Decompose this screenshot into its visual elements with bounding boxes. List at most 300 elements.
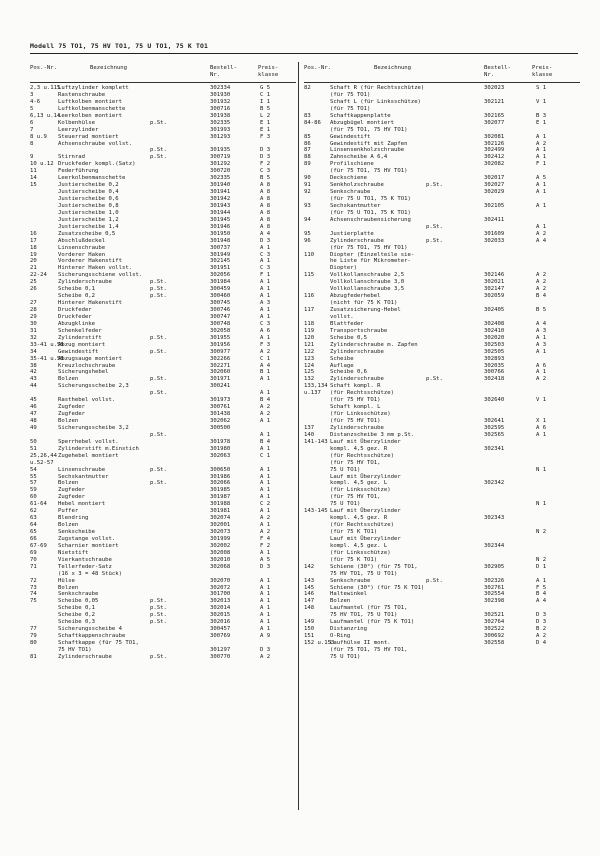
table-row: [30, 474, 296, 481]
row-price-class: B 4: [260, 438, 271, 445]
row-name: Scheibe 0,6: [330, 369, 368, 376]
table-row: [304, 640, 580, 647]
row-name: 75 HV TO1, 75 U TO1): [330, 570, 398, 577]
row-name: (für 75 U TO1, 75 K TO1): [330, 196, 411, 202]
row-pos: 63: [30, 515, 37, 522]
row-order-nr: 302023: [484, 85, 505, 91]
row-name: Federführung: [58, 168, 99, 175]
row-name: Senkholzschraube: [330, 182, 384, 189]
table-row: [30, 120, 296, 127]
row-price-class: A 2: [536, 286, 547, 293]
row-order-nr: 302008: [210, 549, 231, 556]
row-order-nr: 301945: [210, 216, 231, 223]
row-suffix: p.St.: [426, 577, 443, 584]
row-pos: 65: [30, 529, 37, 535]
row-order-nr: 302126: [484, 140, 505, 147]
table-header: [30, 65, 296, 82]
row-name: (für Linksschütze): [330, 487, 391, 494]
row-order-nr: 302641: [484, 418, 505, 424]
table-row: [304, 487, 580, 494]
row-price-class: B 1: [260, 369, 271, 376]
row-order-nr: 301956: [210, 341, 231, 348]
row-price-class: A 1: [536, 348, 547, 355]
table-row: [304, 383, 580, 390]
table-row: [30, 557, 296, 564]
row-name: 75 U TO1): [330, 501, 361, 508]
row-price-class: A 1: [260, 445, 271, 452]
table-row: [304, 224, 580, 231]
row-price-class: D 3: [260, 563, 271, 570]
row-name: Abzugklinke: [58, 320, 96, 327]
row-price-class: G 5: [260, 85, 271, 91]
row-pos: 121: [304, 341, 315, 348]
row-price-class: A 1: [260, 619, 271, 626]
row-order-nr: 300745: [210, 300, 231, 307]
row-name: Scheibe: [330, 355, 354, 362]
row-name: Bolzen: [58, 480, 79, 487]
row-price-class: D 3: [536, 612, 547, 619]
row-name: Zusatzsicherung-Hebel: [330, 307, 401, 313]
table-row: [30, 376, 296, 383]
row-order-nr: 302062: [210, 418, 231, 424]
row-name: Gewindestift: [58, 348, 99, 355]
row-name: Justierscheibe 0,4: [58, 189, 119, 196]
row-order-nr: 302326: [484, 577, 505, 584]
row-price-class: A 4: [260, 230, 271, 237]
row-price-class: C 3: [260, 251, 271, 258]
row-order-nr: 302418: [484, 376, 505, 383]
row-order-nr: 302499: [484, 147, 505, 154]
row-name: Zylinderschraube: [58, 279, 112, 286]
table-row: [304, 265, 580, 272]
table-row: [304, 612, 580, 619]
row-name: (16 x 3 = 48 Stück): [58, 570, 122, 577]
table-row: [30, 85, 296, 92]
row-pos: 123: [304, 355, 315, 362]
row-pos: 137: [304, 424, 315, 431]
row-name: Vorderer Haken: [58, 251, 106, 258]
table-row: [304, 85, 580, 92]
row-pos: 28: [30, 307, 37, 313]
row-name: Scheibe 0,2: [58, 612, 96, 619]
row-name: Bolzen: [58, 522, 79, 529]
table-row: [304, 460, 580, 467]
table-row: [304, 411, 580, 418]
row-price-class: A 1: [260, 390, 271, 397]
table-row: [30, 529, 296, 536]
row-price-class: A 3: [536, 341, 547, 348]
row-name: Lauf mit Überzylinder: [330, 535, 401, 542]
row-order-nr: 302002: [210, 542, 231, 549]
row-price-class: A 1: [536, 147, 547, 154]
row-order-nr: 302105: [484, 202, 505, 209]
row-name: Zylinderschraube: [58, 653, 112, 660]
row-order-nr: 301973: [210, 397, 231, 404]
row-suffix: p.St.: [150, 279, 167, 286]
row-order-nr: 301993: [210, 126, 231, 133]
row-name: Rasthebel vollst.: [58, 397, 116, 404]
row-order-nr: 302001: [210, 522, 231, 529]
row-pos: 6,13 u.14: [30, 112, 61, 119]
row-name: Schaft kompl. L: [330, 404, 381, 411]
row-name: Stirnrad: [58, 154, 85, 161]
row-order-nr: 301700: [210, 591, 231, 598]
row-order-nr: 302081: [484, 133, 505, 140]
row-order-nr: 302033: [484, 237, 505, 244]
row-name: Sicherungsscheibe 3,2: [58, 424, 129, 431]
row-price-class: C 2: [260, 501, 271, 508]
row-suffix: p.St.: [150, 612, 167, 619]
row-order-nr: 301932: [210, 98, 231, 105]
row-name: Profilschiene: [330, 161, 374, 168]
row-price-class: A 1: [260, 584, 271, 591]
row-order-nr: 301609: [484, 230, 505, 237]
table-row: [30, 411, 296, 418]
row-pos: 21: [30, 265, 37, 272]
row-pos: 34: [30, 348, 37, 355]
row-order-nr: 302893: [484, 355, 505, 362]
row-name: Schaft kompl. R: [330, 383, 381, 390]
row-pos: 87: [304, 147, 311, 154]
row-pos: 71: [30, 563, 37, 570]
row-name: Zylinderschraube m. Zapfen: [330, 341, 418, 348]
row-order-nr: 301946: [210, 223, 231, 230]
row-pos: 10 u.12: [30, 161, 54, 168]
table-row: [304, 335, 580, 342]
row-name: Schaftkappe (für 75 TO1,: [58, 640, 139, 646]
row-name: Blendring: [58, 515, 89, 522]
header-rule: [30, 82, 296, 83]
row-pos: 151: [304, 633, 315, 640]
row-name: Justierscheibe 0,6: [58, 196, 119, 202]
row-price-class: B 4: [536, 293, 547, 300]
row-name: Auflage: [330, 362, 354, 369]
row-price-class: A 8: [260, 202, 271, 209]
row-pos: 2,3 u.115: [30, 85, 61, 91]
row-order-nr: 302014: [210, 605, 231, 612]
row-order-nr: 302063: [210, 452, 231, 459]
table-row: [30, 238, 296, 245]
row-price-class: D 3: [260, 646, 271, 653]
table-row: [30, 245, 296, 252]
table-row: [30, 418, 296, 425]
row-name: (für 75 TO1, 75 HV TO1): [330, 126, 408, 133]
row-order-nr: 301955: [210, 334, 231, 341]
row-order-nr: 300716: [210, 105, 231, 112]
table-row: [304, 480, 580, 487]
row-name: Scheibe 0,2: [58, 293, 96, 300]
row-price-class: A 5: [536, 175, 547, 182]
row-pos: 118: [304, 320, 315, 327]
row-order-nr: 302412: [484, 154, 505, 161]
table-row: [304, 467, 580, 474]
table-row: [304, 397, 580, 404]
table-row: [30, 300, 296, 307]
row-price-class: A 3: [536, 327, 547, 334]
row-pos: 70: [30, 556, 37, 563]
table-row: [304, 314, 580, 321]
row-order-nr: 302070: [210, 577, 231, 584]
table-row: [304, 564, 580, 571]
row-price-class: B 5: [260, 105, 271, 112]
row-suffix: p.St.: [426, 376, 443, 383]
row-name: (für Rechtsschütze): [330, 452, 394, 459]
row-order-nr: 302021: [484, 279, 505, 286]
row-name: O-Ring: [330, 633, 351, 640]
row-order-nr: 301943: [210, 202, 231, 209]
row-price-class: E 1: [260, 126, 271, 133]
row-name: (für 75 TO1, 75 HV TO1,: [330, 646, 408, 653]
table-row: [30, 369, 296, 376]
row-order-nr: 302522: [484, 626, 505, 633]
row-price-class: C 3: [260, 168, 271, 175]
row-pos: 74: [30, 591, 37, 598]
row-name: Luftkolben montiert: [58, 98, 122, 105]
row-price-class: A 2: [536, 230, 547, 237]
row-order-nr: 302343: [484, 515, 505, 522]
row-name: Lauf mit Überzylinder: [330, 438, 401, 445]
row-pos: 148: [304, 605, 315, 612]
row-price-class: F 4: [260, 535, 271, 542]
row-name: Bolzen: [58, 376, 79, 383]
row-pos: 116: [304, 293, 315, 300]
row-order-nr: 302077: [484, 119, 505, 126]
row-price-class: D 3: [260, 154, 271, 161]
row-name: (nicht für 75 K TO1): [330, 300, 398, 307]
row-pos: 133,134: [304, 383, 328, 390]
row-pos: 4-6: [30, 98, 41, 105]
row-order-nr: 301984: [210, 279, 231, 286]
row-price-class: A 1: [260, 293, 271, 300]
row-order-nr: 301971: [210, 376, 231, 383]
row-suffix: p.St.: [150, 390, 167, 397]
table-body: [304, 85, 580, 661]
row-name: Scheibe 0,1: [58, 286, 96, 293]
row-pos: 49: [30, 424, 37, 431]
row-price-class: A 1: [260, 473, 271, 480]
row-order-nr: 300500: [210, 424, 231, 431]
row-order-nr: 300746: [210, 307, 231, 313]
table-row: [30, 210, 296, 217]
row-price-class: V 1: [536, 98, 547, 105]
table-row: [30, 460, 296, 467]
row-order-nr: 301988: [210, 501, 231, 508]
row-name: Haltewinkel: [330, 591, 368, 598]
table-row: [304, 127, 580, 134]
row-name: Abzugfederhebel: [330, 293, 381, 300]
row-order-nr: 300747: [210, 313, 231, 320]
row-name: Justierscheibe 1,4: [58, 223, 119, 230]
row-order-nr: 300737: [210, 244, 231, 251]
table-row: [30, 141, 296, 148]
table-row: [304, 258, 580, 265]
row-order-nr: 302027: [484, 182, 505, 189]
table-row: [304, 432, 580, 439]
row-pos: 147: [304, 598, 315, 605]
row-order-nr: 302017: [484, 175, 505, 182]
row-price-class: A 1: [260, 612, 271, 619]
row-name: (für 75 TO1, 75 HV TO1): [330, 244, 408, 251]
row-suffix: p.St.: [150, 348, 167, 355]
row-suffix: p.St.: [150, 605, 167, 612]
row-pos: 96: [304, 237, 311, 244]
table-row: [30, 265, 296, 272]
table-row: [30, 633, 296, 640]
row-name: Abzug montiert: [58, 341, 106, 348]
row-order-nr: 300457: [210, 626, 231, 633]
table-row: [304, 175, 580, 182]
row-price-class: A 1: [260, 334, 271, 341]
row-name: Bolzen: [58, 584, 79, 591]
table-row: [30, 279, 296, 286]
row-order-nr: 300766: [484, 369, 505, 376]
row-price-class: F 1: [536, 161, 547, 168]
row-order-nr: 302764: [484, 619, 505, 626]
row-price-class: A 8: [260, 189, 271, 196]
row-price-class: A 2: [536, 279, 547, 286]
row-pos: u.52-57: [30, 459, 54, 466]
table-row: [304, 342, 580, 349]
row-price-class: A 6: [260, 327, 271, 334]
row-price-class: A 4: [536, 320, 547, 327]
table-row: [30, 439, 296, 446]
row-pos: 73: [30, 584, 37, 591]
row-name: (für 75 K TO1): [330, 529, 378, 535]
row-order-nr: 302035: [484, 362, 505, 369]
row-pos: 82: [304, 85, 311, 91]
row-pos: 72: [30, 577, 37, 584]
row-order-nr: 301978: [210, 438, 231, 445]
row-suffix: p.St.: [426, 237, 443, 244]
row-price-class: C 3: [260, 320, 271, 327]
row-order-nr: 302565: [484, 431, 505, 438]
row-price-class: A 1: [536, 223, 547, 230]
row-pos: 42: [30, 369, 37, 376]
table-row: [30, 272, 296, 279]
row-order-nr: 301951: [210, 265, 231, 272]
table-row: [304, 189, 580, 196]
row-order-nr: 301944: [210, 209, 231, 216]
table-row: [304, 328, 580, 335]
row-price-class: A 4: [536, 237, 547, 244]
row-price-class: A 1: [260, 376, 271, 383]
row-name: Distanzring: [330, 626, 368, 633]
row-order-nr: 301950: [210, 230, 231, 237]
table-row: [30, 605, 296, 612]
table-row: [30, 585, 296, 592]
table-row: [30, 591, 296, 598]
row-name: kompl. 4,5 gez. R: [330, 445, 388, 452]
table-row: [30, 501, 296, 508]
row-price-class: F 2: [260, 161, 271, 168]
table-row: [304, 619, 580, 626]
table-row: [30, 127, 296, 134]
row-pos: 31: [30, 327, 37, 334]
row-order-nr: 301293: [210, 133, 231, 140]
table-row: [304, 369, 580, 376]
row-price-class: D 3: [260, 237, 271, 244]
table-row: [304, 293, 580, 300]
row-name: (für 75 HV TO1,: [330, 459, 381, 466]
table-row: [30, 487, 296, 494]
row-pos: 143: [304, 577, 315, 584]
row-price-class: A 8: [260, 209, 271, 216]
row-order-nr: 302411: [484, 216, 505, 223]
row-price-class: N 1: [536, 466, 547, 473]
row-price-class: A 1: [536, 182, 547, 189]
row-price-class: L 2: [260, 112, 271, 119]
row-order-nr: 302595: [484, 424, 505, 431]
table-row: [304, 252, 580, 259]
row-price-class: A 1: [260, 522, 271, 529]
row-name: Blattfeder: [330, 320, 364, 327]
row-price-class: A 1: [260, 286, 271, 293]
row-price-class: A 1: [536, 133, 547, 140]
row-price-class: F 2: [260, 542, 271, 549]
row-pos: 122: [304, 348, 315, 355]
table-row: [304, 654, 580, 661]
table-row: [30, 252, 296, 259]
row-pos: 6: [30, 119, 34, 126]
row-pos: 8 u.9: [30, 133, 47, 140]
row-order-nr: 302121: [484, 98, 505, 105]
row-name: Zylinderstift m.Einstich: [58, 445, 139, 452]
row-price-class: D 4: [536, 640, 547, 646]
row-pos: 90: [304, 175, 311, 182]
row-order-nr: 300770: [210, 653, 231, 660]
row-pos: 8: [30, 140, 34, 147]
table-row: [304, 550, 580, 557]
column-divider: [298, 62, 299, 810]
row-pos: 55: [30, 473, 37, 480]
row-name: Laufmantel (für 75 TO1,: [330, 605, 408, 612]
table-row: [30, 154, 296, 161]
table-row: [304, 404, 580, 411]
row-name: Zylinderschraube: [330, 348, 384, 355]
table-row: [30, 446, 296, 453]
row-price-class: A 1: [260, 279, 271, 286]
row-order-nr: 302145: [210, 258, 231, 265]
row-price-class: A 2: [260, 529, 271, 535]
row-pos: 125: [304, 369, 315, 376]
row-price-class: A 1: [536, 202, 547, 209]
row-pos: 20: [30, 258, 37, 265]
row-name: Luftzylinder komplett: [58, 85, 129, 91]
table-row: [30, 425, 296, 432]
row-price-class: A 2: [536, 272, 547, 279]
parts-table-left: [30, 65, 296, 661]
row-order-nr: 301986: [210, 473, 231, 480]
row-name: he Liste für Mikrometer-: [330, 258, 411, 265]
row-price-class: A 2: [260, 515, 271, 522]
row-pos: 132: [304, 376, 315, 383]
row-price-class: I 1: [260, 98, 271, 105]
table-row: [30, 619, 296, 626]
table-row: [304, 536, 580, 543]
row-pos: 50: [30, 438, 37, 445]
row-pos: 48: [30, 418, 37, 424]
row-order-nr: 302335: [210, 119, 231, 126]
table-row: [30, 196, 296, 203]
table-row: [30, 349, 296, 356]
table-row: [304, 99, 580, 106]
row-name: Diopter (Einzelteile sie-: [330, 251, 415, 258]
row-price-class: A 1: [536, 154, 547, 161]
row-price-class: A 2: [260, 411, 271, 418]
row-price-class: A 2: [260, 653, 271, 660]
row-name: Hinterer Hakenstift: [58, 300, 122, 307]
row-name: Schaft L (für Linksschütze): [330, 98, 421, 105]
